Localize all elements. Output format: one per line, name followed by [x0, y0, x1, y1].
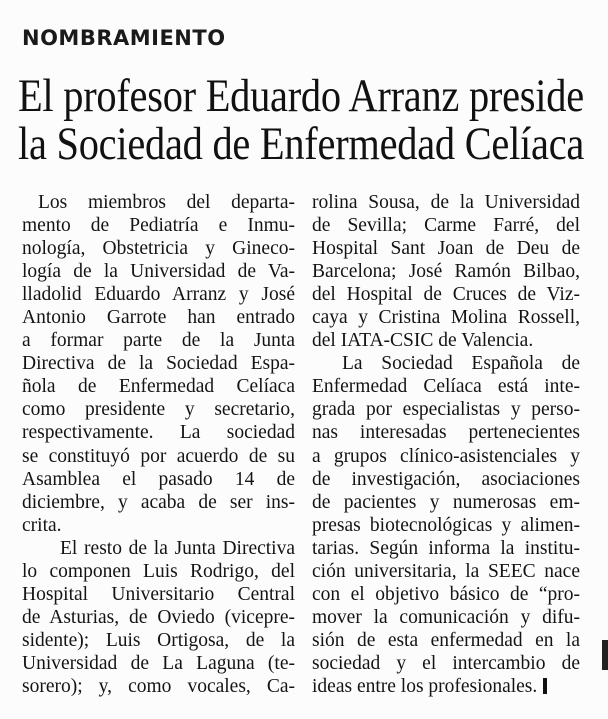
text-line: mover la comunicación y difu-: [312, 606, 580, 628]
text-line: Asamblea el pasado 14 de: [22, 468, 295, 490]
text-line: Los miembros del departa-: [38, 192, 295, 213]
text-line: Barcelona; José Ramón Bilbao,: [312, 261, 580, 283]
text-line: como presidente y secretario,: [22, 399, 295, 421]
text-line: La Sociedad Española de: [342, 353, 580, 375]
text-line: mento de Pediatría e Inmu-: [22, 215, 295, 237]
end-of-article-mark: [543, 678, 547, 694]
text-line: nología, Obstetricia y Gineco-: [22, 238, 295, 260]
section-label: NOMBRAMIENTO: [22, 26, 226, 50]
text-line: Hospital Universitario Central: [22, 583, 295, 605]
text-line-content: ideas entre los profesionales.: [312, 675, 538, 697]
page-edge-mark: [602, 640, 608, 670]
text-line: Antonio Garrote han entrado: [22, 307, 295, 329]
text-line: rolina Sousa, de la Universidad: [312, 192, 580, 213]
text-line: El resto de la Junta Directiva: [60, 537, 295, 559]
text-line: Hospital Sant Joan de Deu de: [312, 238, 580, 260]
text-line: ñola de Enfermedad Celíaca: [22, 376, 295, 398]
text-line: lo componen Luis Rodrigo, del: [22, 560, 295, 582]
text-line: sión de esta enfermedad en la: [312, 629, 580, 651]
text-line: diciembre, y acaba de ser ins-: [22, 491, 295, 513]
text-line: con el objetivo básico de “pro-: [312, 583, 580, 605]
text-line: logía de la Universidad de Va-: [22, 261, 295, 283]
text-line: de Asturias, de Oviedo (vicepre-: [22, 606, 295, 628]
text-line: ción universitaria, la SEEC nace: [312, 560, 580, 582]
text-line: presas biotecnológicas y alimen-: [312, 514, 580, 536]
text-line: del IATA-CSIC de Valencia.: [312, 330, 534, 352]
text-line: nas interesadas pertenecientes: [312, 422, 580, 444]
text-line: sociedad y el intercambio de: [312, 652, 580, 674]
text-line: crita.: [22, 514, 62, 536]
text-line: sidente); Luis Ortigosa, de la: [22, 629, 295, 651]
headline-line-1: El profesor Eduardo Arranz preside: [18, 70, 584, 122]
article-column-1: [22, 191, 295, 698]
text-line: tarias. Según informa la institu-: [312, 537, 580, 559]
text-line: de investigación, asociaciones: [312, 468, 580, 490]
last-text-line: [312, 675, 580, 698]
text-line: lladolid Eduardo Arranz y José: [22, 284, 295, 306]
text-line: de Sevilla; Carme Farré, del: [312, 215, 580, 237]
text-line: del Hospital de Cruces de Viz-: [312, 284, 580, 306]
text-line: grada por especialistas y perso-: [312, 399, 580, 421]
text-line: a grupos clínico-asistenciales y: [312, 445, 580, 467]
text-line: caya y Cristina Molina Rossell,: [312, 307, 580, 329]
text-line: Universidad de La Laguna (te-: [22, 652, 295, 674]
text-line: respectivamente. La sociedad: [22, 422, 295, 444]
article-column-2: [312, 191, 580, 698]
text-line: se constituyó por acuerdo de su: [22, 445, 295, 467]
text-line: Directiva de la Sociedad Espa-: [22, 353, 295, 375]
text-line: de pacientes y numerosas em-: [312, 491, 580, 513]
text-line: sorero); y, como vocales, Ca-: [22, 675, 295, 697]
text-line: a formar parte de la Junta: [22, 330, 295, 352]
headline: [18, 72, 599, 168]
text-line: Enfermedad Celíaca está inte-: [312, 376, 580, 398]
headline-line-2: la Sociedad de Enfermedad Celíaca: [18, 118, 585, 170]
